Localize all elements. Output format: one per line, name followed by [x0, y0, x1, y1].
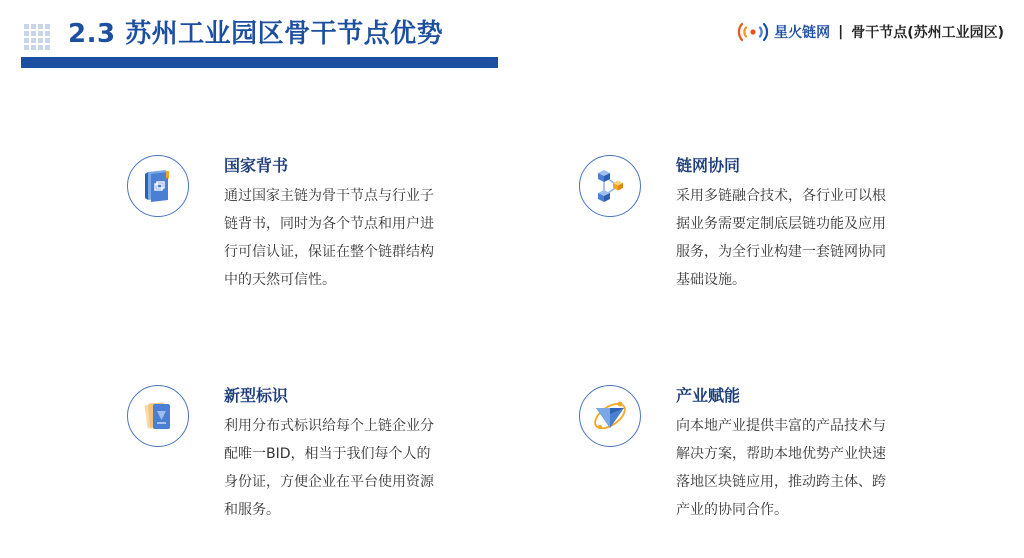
feature-title: 国家背书: [224, 156, 289, 175]
feature-description: 通过国家主链为骨干节点与行业子链背书，同时为各个节点和用户进行可信认证，保证在整个链群结构中的天然可信性。: [224, 188, 434, 288]
feature-title: 产业赋能: [676, 386, 741, 405]
feature-description: 向本地产业提供丰富的产品技术与解决方案，帮助本地优势产业快速落地区块链应用，推动跨主体、跨产业的协同合作。: [676, 418, 886, 518]
title-grid-icon: [24, 24, 50, 50]
network-cubes-icon: [579, 155, 641, 217]
brand: [736, 18, 1004, 46]
feature-title: 新型标识: [224, 386, 289, 405]
brand-separator: |: [838, 24, 844, 40]
feature-description: 采用多链融合技术，各行业可以根据业务需要定制底层链功能及应用服务，为全行业构建一套链网协同基础设施。: [676, 188, 886, 288]
title-underline-bar: [21, 57, 498, 68]
page-title: 2.3 苏州工业园区骨干节点优势: [68, 19, 444, 49]
book-icon: [127, 155, 189, 217]
signal-logo-icon: [736, 21, 770, 43]
brand-subtitle: 骨干节点(苏州工业园区): [851, 25, 1004, 41]
id-card-icon: [127, 385, 189, 447]
brand-name: 星火链网: [774, 25, 831, 41]
orbit-icon: [579, 385, 641, 447]
feature-title: 链网协同: [676, 156, 741, 175]
feature-description: 利用分布式标识给每个上链企业分配唯一BID，相当于我们每个人的身份证，方便企业在平台使用资源和服务。: [224, 418, 434, 518]
